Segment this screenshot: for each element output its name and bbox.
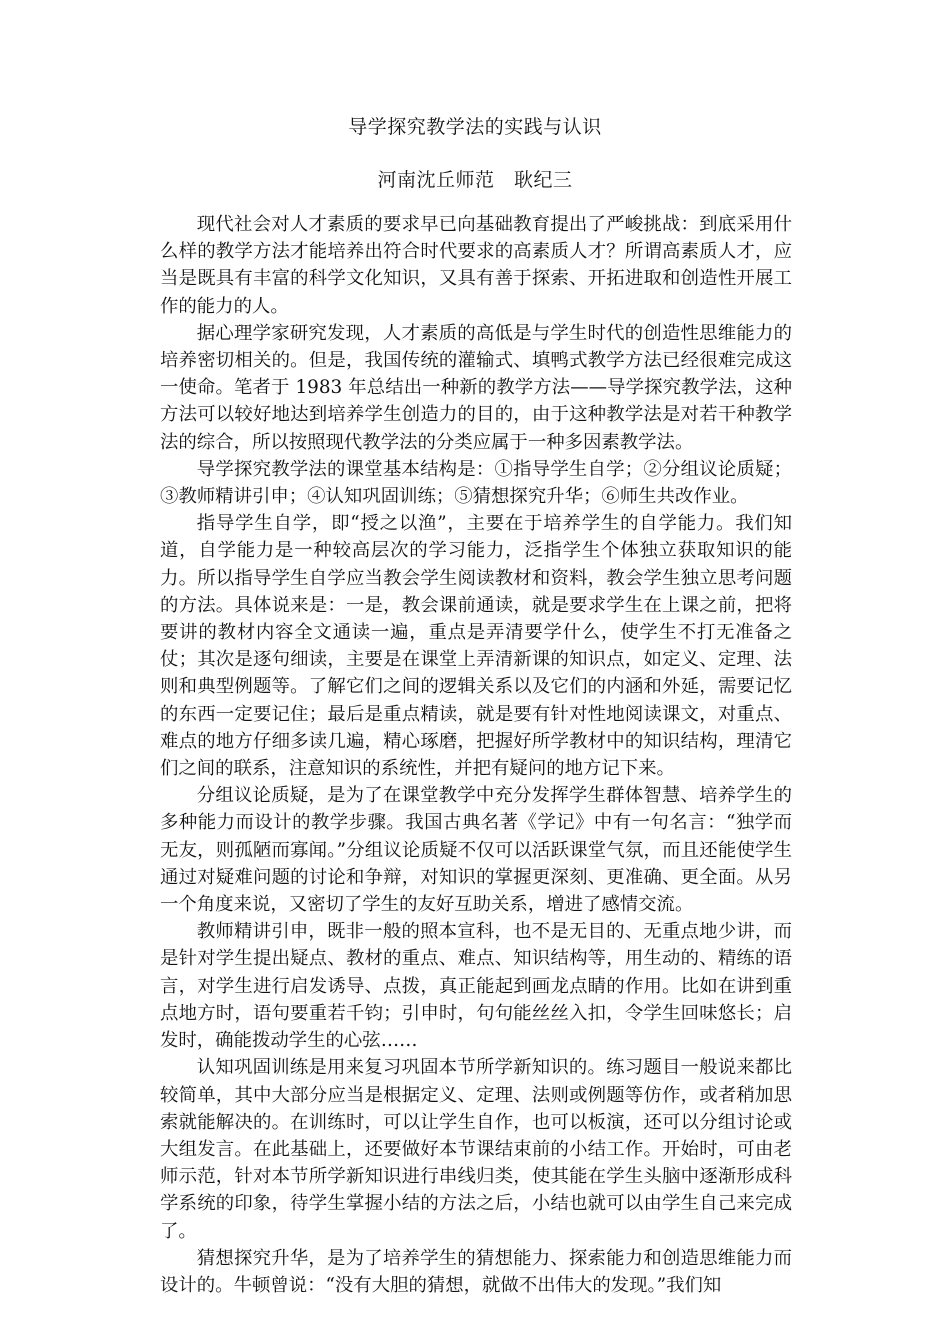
- paragraph-2: 据心理学家研究发现，人才素质的高低是与学生时代的创造性思维能力的培养密切相关的。但是，我国传统的灌输式、填鸭式教学方法已经很难完成这一使命。笔者于 1983 年总结出一种新的教学方法——导学探究教学法，这种方法可以较好地达到培养学生创造力的目的，由于这种教学法是对若干种教学法的综合，所以按照现代教学法的分类应属于一种多因素教学法。: [160, 322, 792, 453]
- paragraph-3: 导学探究教学法的课堂基本结构是：①指导学生自学；②分组议论质疑；③教师精讲引申；④认知巩固训练；⑤猜想探究升华；⑥师生共改作业。: [160, 458, 792, 508]
- paragraph-6: 教师精讲引申，既非一般的照本宣科，也不是无目的、无重点地少讲，而是针对学生提出疑点、教材的重点、难点、知识结构等，用生动的、精练的语言，对学生进行启发诱导、点拨，真正能起到画龙点睛的作用。比如在讲到重点地方时，语句要重若千钧；引申时，句句能丝丝入扣，令学生回味悠长；启发时，确能拨动学生的心弦……: [160, 921, 792, 1052]
- paragraph-5: 分组议论质疑，是为了在课堂教学中充分发挥学生群体智慧、培养学生的多种能力而设计的教学步骤。我国古典名著《学记》中有一句名言：“独学而无友，则孤陋而寡闻。”分组议论质疑不仅可以活跃课堂气氛，而且还能使学生通过对疑难问题的讨论和争辩，对知识的掌握更深刻、更准确、更全面。从另一个角度来说，又密切了学生的友好互助关系，增进了感情交流。: [160, 785, 792, 916]
- paragraph-7: 认知巩固训练是用来复习巩固本节所学新知识的。练习题目一般说来都比较简单，其中大部分应当是根据定义、定理、法则或例题等仿作，或者稍加思索就能解决的。在训练时，可以让学生自作，也可以板演，还可以分组讨论或大组发言。在此基础上，还要做好本节课结束前的小结工作。开始时，可由老师示范，针对本节所学新知识进行串线归类，使其能在学生头脑中逐渐形成科学系统的印象，待学生掌握小结的方法之后，小结也就可以由学生自己来完成了。: [160, 1057, 792, 1242]
- document-body: [160, 211, 792, 1299]
- document-title: 导学探究教学法的实践与认识: [348, 116, 602, 138]
- paragraph-4: 指导学生自学，即“授之以渔”，主要在于培养学生的自学能力。我们知道，自学能力是一种较高层次的学习能力，泛指学生个体独立获取知识的能力。所以指导学生自学应当教会学生阅读教材和资料，教会学生独立思考问题的方法。具体说来是：一是，教会课前通读，就是要求学生在上课之前，把将要讲的教材内容全文通读一遍，重点是弄清要学什么，使学生不打无准备之仗；其次是逐句细读，主要是在课堂上弄清新课的知识点，如定义、定理、法则和典型例题等。了解它们之间的逻辑关系以及它们的内涵和外延，需要记忆的东西一定要记住；最后是重点精读，就是要有针对性地阅读课文，对重点、难点的地方仔细多读几遍，精心琢磨，把握好所学教材中的知识结构，理清它们之间的联系，注意知识的系统性，并把有疑问的地方记下来。: [160, 513, 792, 780]
- author-line: 河南沈丘师范 耿纪三: [377, 169, 573, 191]
- paragraph-1: 现代社会对人才素质的要求早已向基础教育提出了严峻挑战：到底采用什么样的教学方法才能培养出符合时代要求的高素质人才？所谓高素质人才，应当是既具有丰富的科学文化知识，又具有善于探索、开拓进取和创造性开展工作的能力的人。: [160, 214, 792, 317]
- paragraph-8: 猜想探究升华，是为了培养学生的猜想能力、探索能力和创造思维能力而设计的。牛顿曾说：“没有大胆的猜想，就做不出伟大的发现。”我们知: [160, 1247, 792, 1296]
